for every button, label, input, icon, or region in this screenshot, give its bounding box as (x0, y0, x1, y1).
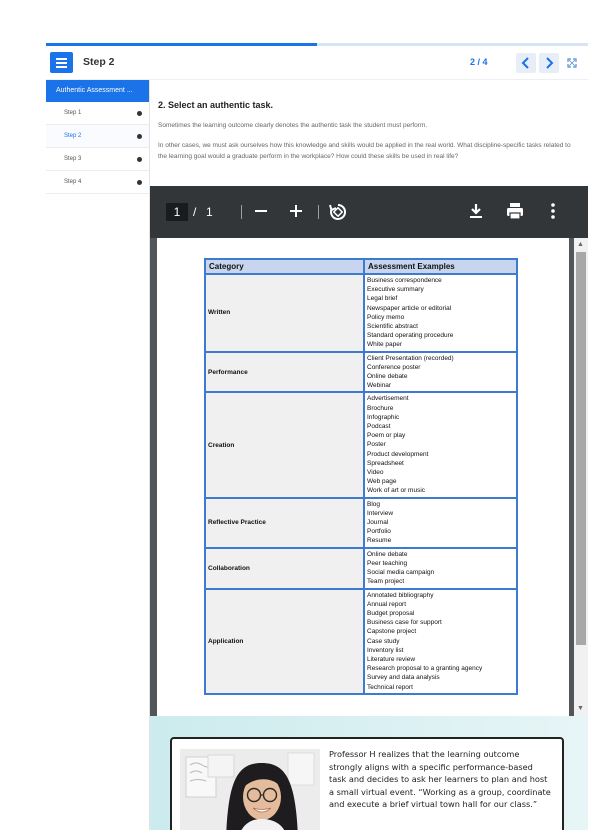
example-item: Budget proposal (367, 609, 415, 617)
main-content (150, 80, 588, 830)
zoom-out-button[interactable] (254, 202, 268, 224)
page-counter: 2 / 4 (470, 57, 488, 67)
example-item: Capstone project (367, 628, 417, 636)
minus-icon (254, 202, 268, 220)
example-item: Literature review (367, 655, 416, 663)
zoom-in-button[interactable] (289, 202, 303, 224)
table-row (205, 548, 517, 589)
category-cell: Performance (205, 352, 364, 393)
prev-step-button[interactable] (516, 53, 536, 73)
table-row (205, 498, 517, 548)
example-item: Team project (367, 578, 405, 586)
scrollbar-thumb[interactable] (576, 252, 586, 645)
category-cell: Creation (205, 392, 364, 497)
table-row (205, 589, 517, 694)
example-item: Legal brief (367, 295, 398, 303)
table-header-row (205, 259, 517, 274)
sidebar-item-label: Step 2 (64, 133, 82, 139)
example-item: Peer teaching (367, 559, 408, 567)
category-cell: Application (205, 589, 364, 694)
chevron-left-icon (516, 53, 536, 73)
print-button[interactable] (505, 201, 525, 225)
sidebar-item-step-4[interactable] (46, 171, 149, 194)
scenario-text: Professor H realizes that the learning outcome strongly aligns with a specific performance-based task and decides to ask her learners to plan and host a small virtual event. “Working as a group, coordinate and execute a brief virtual town hall for our class.” (329, 749, 551, 809)
more-options-button[interactable] (550, 202, 556, 224)
example-item: Blog (367, 500, 381, 508)
status-dot-icon (137, 134, 142, 139)
hamburger-menu-icon[interactable] (50, 52, 73, 73)
plus-icon (289, 202, 303, 220)
toolbar-divider (241, 205, 242, 219)
example-item: Advertisement (367, 395, 409, 403)
total-pages: 1 (206, 205, 213, 219)
table-row (205, 392, 517, 497)
example-item: White paper (367, 341, 403, 349)
column-header-examples: Assessment Examples (364, 259, 517, 274)
example-item: Survey and data analysis (367, 674, 440, 682)
pdf-page (157, 238, 569, 716)
chevron-right-icon (539, 53, 559, 73)
rotate-button[interactable] (328, 202, 348, 226)
expand-icon (562, 53, 582, 73)
status-dot-icon (137, 180, 142, 185)
sidebar-item-step-2[interactable] (46, 125, 149, 148)
example-item: Spreadsheet (367, 459, 404, 467)
example-item: Social media campaign (367, 569, 435, 577)
sidebar-item-step-1[interactable] (46, 102, 149, 125)
top-bar (46, 46, 588, 80)
table-row (205, 352, 517, 393)
category-cell: Reflective Practice (205, 498, 364, 548)
print-icon (505, 201, 525, 221)
example-item: Podcast (367, 423, 391, 431)
example-item: Video (367, 469, 384, 477)
sidebar-item-step-3[interactable] (46, 148, 149, 171)
intro-paragraph: Sometimes the learning outcome clearly denotes the authentic task the student must perform. (158, 122, 428, 129)
sidebar-item-label: Step 4 (64, 179, 82, 185)
rotate-icon (328, 202, 348, 222)
example-item: Online debate (367, 373, 408, 381)
example-item: Webinar (367, 382, 392, 390)
scenario-card (170, 737, 564, 830)
example-item: Newspaper article or editorial (367, 304, 452, 312)
example-item: Poster (367, 441, 386, 449)
table-row (205, 274, 517, 352)
pdf-toolbar (150, 186, 588, 238)
download-button[interactable] (468, 202, 484, 224)
example-item: Annotated bibliography (367, 591, 434, 599)
example-item: Technical report (367, 683, 413, 691)
example-item: Web page (367, 478, 397, 486)
category-cell: Written (205, 274, 364, 352)
next-step-button[interactable] (539, 53, 559, 73)
sidebar-title[interactable]: Authentic Assessment ... (46, 80, 149, 102)
examples-cell (364, 392, 517, 497)
example-item: Executive summary (367, 286, 424, 294)
example-item: Business correspondence (367, 277, 442, 284)
assessment-table (204, 258, 518, 695)
status-dot-icon (137, 157, 142, 162)
table-body (205, 274, 517, 694)
example-item: Resume (367, 537, 392, 545)
scrollbar[interactable] (574, 238, 588, 716)
professor-photo (180, 749, 320, 830)
example-item: Poem or play (367, 432, 406, 440)
pdf-viewer (150, 186, 588, 716)
example-item: Case study (367, 637, 400, 645)
status-dot-icon (137, 111, 142, 116)
scenario-panel (150, 716, 588, 830)
example-item: Online debate (367, 550, 408, 558)
example-item: Work of art or music (367, 487, 426, 495)
example-item: Inventory list (367, 646, 404, 654)
example-item: Product development (367, 450, 429, 458)
example-item: Journal (367, 519, 389, 527)
examples-cell (364, 498, 517, 548)
example-item: Portfolio (367, 528, 391, 536)
example-item: Interview (367, 509, 394, 517)
more-vert-icon (550, 202, 556, 220)
examples-cell (364, 274, 517, 352)
page-number-input[interactable]: 1 (166, 203, 188, 221)
sidebar-item-label: Step 3 (64, 156, 82, 162)
example-item: Annual report (367, 600, 407, 608)
column-header-category: Category (205, 259, 364, 274)
examples-cell (364, 548, 517, 589)
download-icon (468, 202, 484, 220)
example-item: Business case for support (367, 619, 442, 627)
example-item: Infographic (367, 413, 400, 421)
section-heading: 2. Select an authentic task. (158, 100, 274, 110)
fullscreen-button[interactable] (562, 53, 582, 73)
example-item: Standard operating procedure (367, 332, 454, 340)
page-separator: / (193, 205, 197, 219)
examples-cell (364, 589, 517, 694)
example-item: Brochure (367, 404, 394, 412)
explanation-paragraph: In other cases, we must ask ourselves how this knowledge and skills would be applied in the real world. What discipline-specific tasks related to the learning goal would a graduate perform in the workplace? How could these skills be used in real life? (158, 142, 571, 160)
step-title: Step 2 (83, 56, 115, 68)
scroll-down-arrow-icon[interactable]: ▼ (577, 705, 584, 712)
example-item: Policy memo (367, 313, 405, 321)
toolbar-divider (318, 205, 319, 219)
sidebar (46, 80, 150, 830)
category-cell: Collaboration (205, 548, 364, 589)
scroll-up-arrow-icon[interactable]: ▲ (577, 241, 584, 248)
example-item: Client Presentation (recorded) (367, 354, 454, 362)
example-item: Research proposal to a granting agency (367, 665, 483, 673)
example-item: Scientific abstract (367, 323, 418, 331)
examples-cell (364, 352, 517, 393)
sidebar-item-label: Step 1 (64, 110, 82, 116)
example-item: Conference poster (367, 363, 421, 371)
